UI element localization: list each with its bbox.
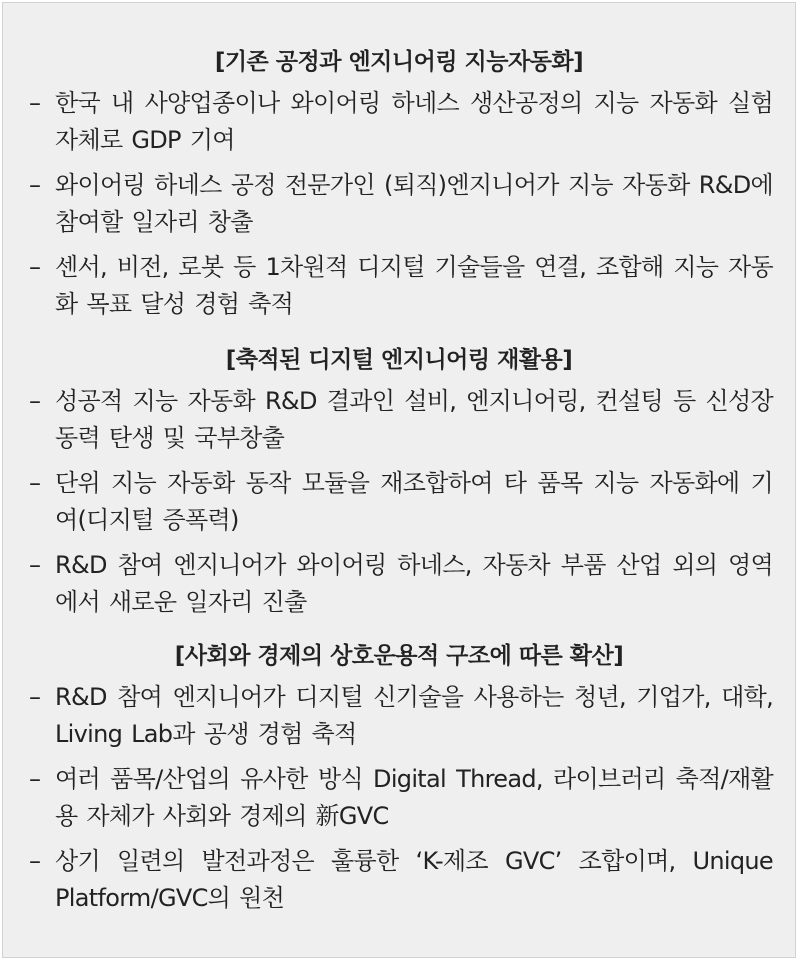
item-text: 단위 지능 자동화 동작 모듈을 재조합하여 타 품목 지능 자동화에 기여(디지털 증폭력): [55, 469, 773, 534]
item-text: 와이어링 하네스 공정 전문가인 (퇴직)엔지니어가 지능 자동화 R&D에 참여할 일자리 창출: [55, 171, 773, 236]
item-text: 한국 내 사양업종이나 와이어링 하네스 생산공정의 지능 자동화 실험 자체로 GDP 기여: [55, 89, 773, 154]
list-item: [3, 761, 795, 835]
list-item: [3, 465, 795, 539]
item-text: 성공적 지능 자동화 R&D 결과인 설비, 엔지니어링, 컨설팅 등 신성장 동력 탄생 및 국부창출: [55, 387, 773, 452]
summary-panel: [2, 2, 796, 958]
list-item: [3, 167, 795, 241]
dash-bullet: –: [29, 765, 41, 793]
item-text: R&D 참여 엔지니어가 디지털 신기술을 사용하는 청년, 기업가, 대학, Living Lab과 공생 경험 축적: [55, 683, 773, 748]
section-digital-reuse: [3, 345, 795, 629]
list-item: [3, 547, 795, 621]
dash-bullet: –: [29, 683, 41, 711]
dash-bullet: –: [29, 387, 41, 415]
dash-bullet: –: [29, 253, 41, 281]
section-heading: [사회와 경제의 상호운용적 구조에 따른 확산]: [174, 643, 624, 669]
dash-bullet: –: [29, 89, 41, 117]
list-item: [3, 843, 795, 917]
dash-bullet: –: [29, 847, 41, 875]
list-item: [3, 85, 795, 159]
section-interoperable-spread: [3, 641, 795, 925]
list-item: [3, 679, 795, 753]
dash-bullet: –: [29, 469, 41, 497]
list-item: [3, 249, 795, 323]
bullet-list: [3, 85, 795, 323]
dash-bullet: –: [29, 551, 41, 579]
list-item: [3, 383, 795, 457]
section-existing-process: [3, 47, 795, 331]
bullet-list: [3, 679, 795, 917]
item-text: 상기 일련의 발전과정은 훌륭한 ‘K-제조 GVC’ 조합이며, Unique Platform/GVC의 원천: [55, 847, 773, 912]
bullet-list: [3, 383, 795, 621]
section-heading: [축적된 디지털 엔지니어링 재활용]: [225, 347, 573, 373]
item-text: R&D 참여 엔지니어가 와이어링 하네스, 자동차 부품 산업 외의 영역에서 새로운 일자리 진출: [55, 551, 773, 616]
section-heading: [기존 공정과 엔지니어링 지능자동화]: [214, 49, 584, 75]
dash-bullet: –: [29, 171, 41, 199]
item-text: 여러 품목/산업의 유사한 방식 Digital Thread, 라이브러리 축적/재활용 자체가 사회와 경제의 新GVC: [55, 765, 773, 830]
item-text: 센서, 비전, 로봇 등 1차원적 디지털 기술들을 연결, 조합해 지능 자동화 목표 달성 경험 축적: [55, 253, 773, 318]
